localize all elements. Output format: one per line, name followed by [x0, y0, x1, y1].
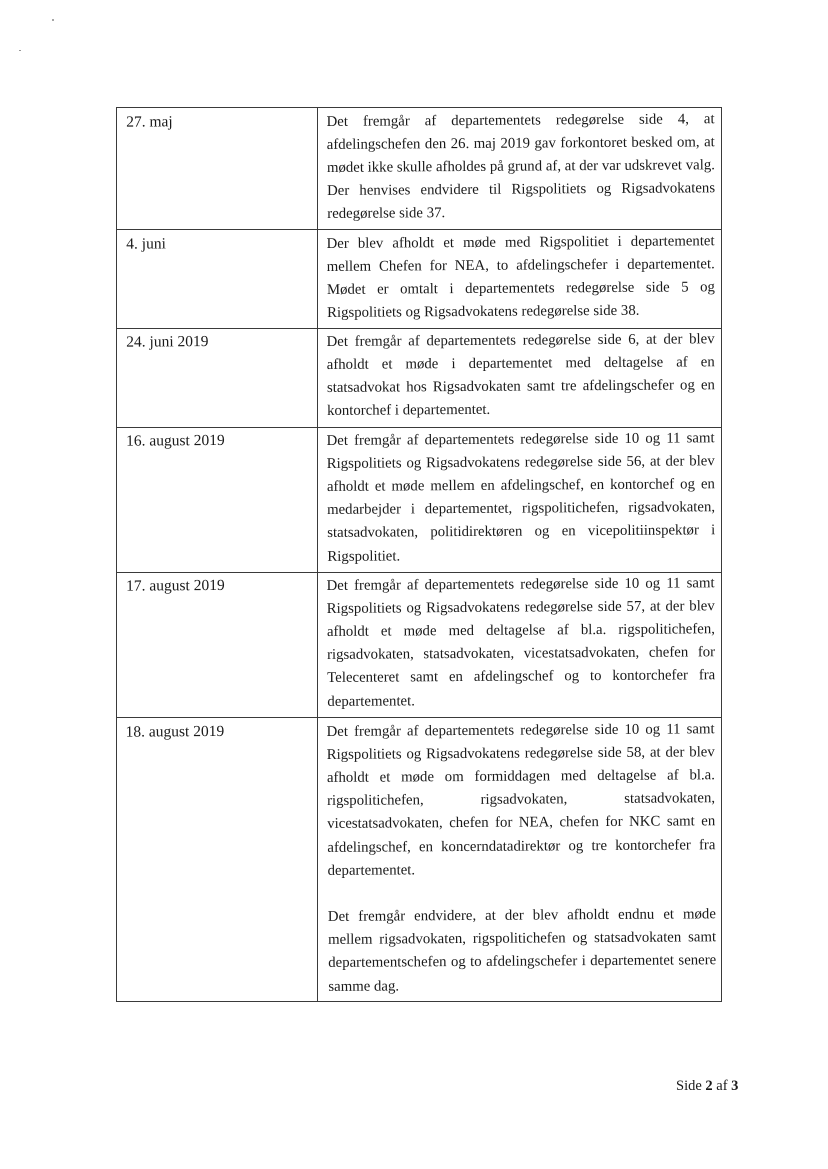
row-description	[318, 227, 723, 329]
row-date: 24. juni 2019	[116, 328, 318, 428]
table-row	[117, 718, 722, 1002]
description-paragraph: Det fremgår af departementets redegørelse side 10 og 11 samt Rigspolitiets og Rigsadvokatens redegørelse side 56, at der blev afholdt et møde mellem en afdelingschef, en kontorchef og en medarbejder i departementet, rigspolitichefen, rigsadvokaten, statsadvokaten, politidirektøren og en vicepolitiinspektør i Rigspolitiet.	[326, 429, 715, 565]
description-paragraph: Det fremgår af departementets redegørelse side 10 og 11 samt Rigspolitiets og Rigsadvokatens redegørelse side 58, at der blev afholdt et møde om formiddagen med deltagelse af bl.a. rigspolitichefen, rigsadvokaten, statsadvokaten, vicestatsadvokaten, chefen for NEA, chefen for NKC samt en afdelingschef, en koncerndatadirektør og tre kontorchefer fra departementet.	[326, 720, 715, 879]
row-date: 17. august 2019	[116, 572, 318, 719]
page-number-prefix: Side	[676, 1078, 702, 1094]
table-row	[117, 427, 722, 572]
table-row	[117, 108, 722, 230]
scan-speck	[52, 19, 54, 21]
page-number	[676, 1078, 738, 1095]
page-number-current: 2	[705, 1078, 713, 1094]
table-row	[117, 572, 722, 717]
table-row	[117, 328, 722, 427]
row-date: 27. maj	[116, 107, 318, 230]
page-number-total: 3	[731, 1078, 739, 1094]
row-description	[318, 570, 723, 718]
description-paragraph: Det fremgår af departementets redegørelse side 10 og 11 samt Rigspolitiets og Rigsadvokatens redegørelse side 57, at der blev afholdt et møde med deltagelse af bl.a. rigspolitichefen, rigsadvokaten, statsadvokaten, vicestatsadvokaten, chefen for Telecenteret samt en afdelingschef og to kontorchefer fra departementet.	[326, 575, 715, 710]
description-paragraph: Det fremgår af departementets redegørelse side 4, at afdelingschefen den 26. maj 2019 gav forkontoret besked om, at mødet ikke skulle afholdes på grund af, at der var udskrevet valg. Der henvises endvidere til Rigspolitiets og Rigsadvokatens redegørelse side 37.	[326, 110, 715, 222]
row-description	[318, 424, 723, 572]
row-description	[318, 326, 723, 428]
description-paragraph: Det fremgår af departementets redegørelse side 6, at der blev afholdt et møde i departementet med deltagelse af en statsadvokat hos Rigsadvokaten samt tre afdelingschefer og en kontorchef i departementet.	[326, 331, 715, 420]
scan-speck	[19, 50, 21, 51]
description-paragraph: Det fremgår endvidere, at der blev afholdt endnu et møde mellem rigsadvokaten, rigspolitichefen og statsadvokaten samt departementschefen og to afdelingschefer i departementet senere samme dag.	[327, 905, 716, 995]
row-date: 16. august 2019	[116, 426, 318, 573]
row-description	[318, 715, 724, 1002]
row-date: 4. juni	[116, 229, 318, 329]
page-number-middle: af	[716, 1078, 728, 1094]
table-row	[117, 230, 722, 329]
description-paragraph: Der blev afholdt et møde med Rigspolitiet i departementet mellem Chefen for NEA, to afdelingschefer i departementet. Mødet er omtalt i departementets redegørelse side 5 og Rigspolitiets og Rigsadvokatens redegørelse side 38.	[326, 232, 715, 321]
meetings-table	[116, 107, 722, 1002]
row-description	[318, 105, 723, 230]
row-date: 18. august 2019	[116, 717, 319, 1003]
